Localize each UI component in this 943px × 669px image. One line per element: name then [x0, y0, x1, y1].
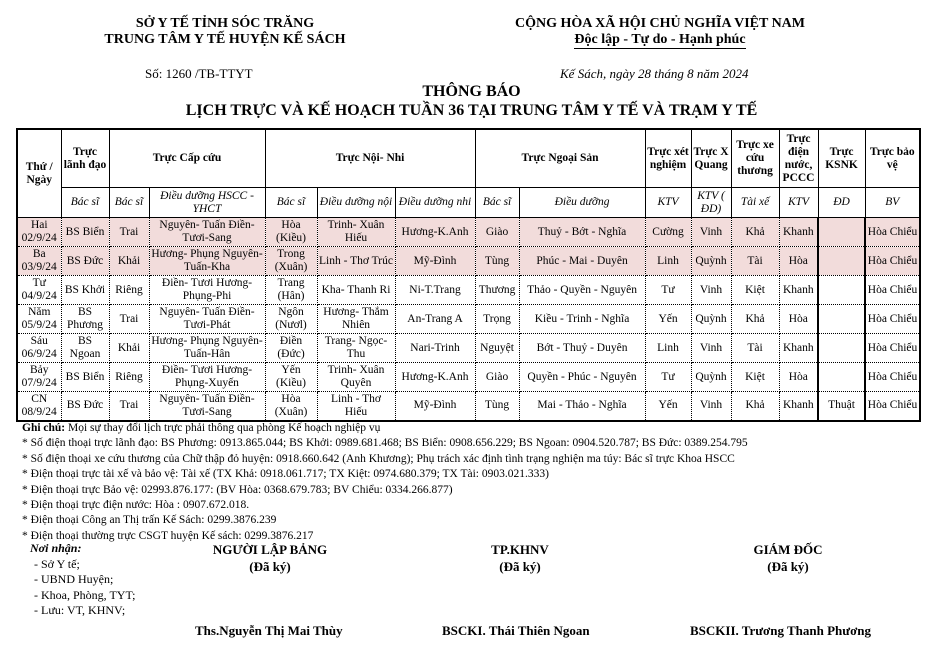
note-line: * Số điện thoại xe cứu thương của Chữ thập đỏ huyện: 0918.660.642 (Anh Khương); Phụ trách xác định tình trạng nghiện ma túy: Bác sĩ trực Khoa HSCC — [22, 452, 735, 465]
cell-xray-tech: Vinh — [691, 392, 731, 421]
cell-day: Ba 03/9/24 — [17, 247, 61, 276]
header-xray: Trực X Quang — [691, 129, 731, 188]
cell-lab-tech: Cường — [645, 218, 691, 247]
notes-first: Mọi sự thay đổi lịch trực phải thông qua phòng Kế hoạch nghiệp vụ — [65, 422, 381, 434]
subheader-cell: Điều dưỡng — [519, 188, 645, 218]
cell-er-nurses: Nguyên- Tuấn Điền- Tươi-Sang — [149, 392, 265, 421]
cell-xray-tech: Quỳnh — [691, 247, 731, 276]
cell-leader: BS Đức — [61, 392, 109, 421]
cell-internal-doctor: Hòa (Xuân) — [265, 392, 317, 421]
subheader-cell: Bác sĩ — [475, 188, 519, 218]
cell-surgery-nurses: Thuỷ - Bớt - Nghĩa — [519, 218, 645, 247]
cell-surgery-nurses: Mai - Thảo - Nghĩa — [519, 392, 645, 421]
cell-day: CN 08/9/24 — [17, 392, 61, 421]
cell-xray-tech: Vinh — [691, 218, 731, 247]
cell-pediatric-nurses: Hương-K.Anh — [395, 363, 475, 392]
cell-surgery-doctor: Tùng — [475, 392, 519, 421]
cell-ksnk — [818, 218, 865, 247]
recipients — [30, 541, 135, 619]
cell-ksnk — [818, 247, 865, 276]
subheader-cell: Tài xế — [731, 188, 779, 218]
cell-surgery-nurses: Bớt - Thuỷ - Duyên — [519, 334, 645, 363]
cell-security: Hòa Chiểu — [865, 363, 920, 392]
note-line: * Số điện thoại trực lãnh đạo: BS Phương: 0913.865.044; BS Khởi: 0989.681.468; BS Biển: 0908.656.229; BS Ngoan: 0904.520.787; BS Đức: 0389.254.795 — [22, 437, 748, 450]
signature-role: GIÁM ĐỐC — [753, 542, 823, 557]
cell-security: Hòa Chiểu — [865, 334, 920, 363]
cell-driver: Khả — [731, 392, 779, 421]
cell-utility-tech: Hòa — [779, 247, 818, 276]
cell-xray-tech: Vinh — [691, 334, 731, 363]
cell-day: Bảy 07/9/24 — [17, 363, 61, 392]
cell-er-doctor: Riêng — [109, 276, 149, 305]
cell-er-nurses: Điền- Tươi Hương-Phụng-Xuyến — [149, 363, 265, 392]
cell-surgery-nurses: Thảo - Quyền - Nguyên — [519, 276, 645, 305]
signature-role: NGƯỜI LẬP BẢNG — [212, 542, 328, 557]
cell-lab-tech: Tư — [645, 276, 691, 305]
cell-lab-tech: Linh — [645, 334, 691, 363]
cell-surgery-doctor: Giào — [475, 363, 519, 392]
cell-surgery-doctor: Tùng — [475, 247, 519, 276]
signature-khnv — [440, 541, 600, 575]
header-internal-pediatrics: Trực Nội- Nhi — [265, 129, 475, 188]
recipients-label: Nơi nhận: — [30, 541, 82, 555]
preparer-name: Ths.Nguyễn Thị Mai Thùy — [195, 623, 343, 638]
table-row — [17, 218, 920, 247]
director-name: BSCKII. Trương Thanh Phương — [690, 623, 872, 638]
header-ksnk: Trực KSNK — [818, 129, 865, 188]
cell-internal-doctor: Trang (Hân) — [265, 276, 317, 305]
cell-day: Sáu 06/9/24 — [17, 334, 61, 363]
table-row — [17, 334, 920, 363]
cell-pediatric-nurses: Nari-Trinh — [395, 334, 475, 363]
khnv-name: BSCKI. Thái Thiên Ngoan — [442, 623, 590, 638]
document-number: Số: 1260 /TB-TTYT — [145, 66, 253, 81]
signature-director — [708, 541, 868, 575]
cell-internal-doctor: Trong (Xuân) — [265, 247, 317, 276]
page-title: THÔNG BÁO — [422, 83, 521, 100]
cell-er-doctor: Trai — [109, 218, 149, 247]
cell-xray-tech: Quỳnh — [691, 305, 731, 334]
notes-section — [22, 421, 748, 544]
header-day: Thứ / Ngày — [17, 129, 61, 218]
cell-internal-nurses: Linh - Thơ Trúc — [317, 247, 395, 276]
cell-ksnk — [818, 334, 865, 363]
cell-surgery-doctor: Giào — [475, 218, 519, 247]
cell-lab-tech: Yến — [645, 392, 691, 421]
duty-schedule-table — [16, 128, 921, 422]
header-lab: Trực xét nghiệm — [645, 129, 691, 188]
note-line: * Điện thoại trực điện nước: Hòa : 0907.672.018. — [22, 499, 250, 512]
cell-security: Hòa Chiểu — [865, 276, 920, 305]
recipient-item: - Khoa, Phòng, TYT; — [34, 587, 136, 602]
cell-internal-nurses: Linh - Thơ Hiếu — [317, 392, 395, 421]
signature-preparer — [190, 541, 350, 575]
cell-driver: Tài — [731, 334, 779, 363]
signature-role: TP.KHNV — [491, 542, 549, 557]
header-surgery-obstetrics: Trực Ngoại Sản — [475, 129, 645, 188]
cell-er-nurses: Nguyên- Tuấn Điền- Tươi-Phát — [149, 305, 265, 334]
cell-internal-nurses: Trinh- Xuân Quyên — [317, 363, 395, 392]
recipient-item: - UBND Huyện; — [34, 572, 114, 586]
cell-surgery-nurses: Quyền - Phúc - Nguyên — [519, 363, 645, 392]
cell-er-nurses: Điền- Tươi Hương- Phụng-Phi — [149, 276, 265, 305]
subheader-cell: Điều dưỡng nội — [317, 188, 395, 218]
subheader-cell: KTV — [779, 188, 818, 218]
cell-internal-nurses: Trinh- Xuân Hiếu — [317, 218, 395, 247]
cell-utility-tech: Hòa — [779, 363, 818, 392]
cell-surgery-nurses: Phúc - Mai - Duyên — [519, 247, 645, 276]
table-row — [17, 392, 920, 421]
cell-day: Năm 05/9/24 — [17, 305, 61, 334]
subheader-cell: BV — [865, 188, 920, 218]
cell-pediatric-nurses: Ni-T.Trang — [395, 276, 475, 305]
cell-driver: Kiệt — [731, 363, 779, 392]
page-subtitle: LỊCH TRỰC VÀ KẾ HOẠCH TUẦN 36 TẠI TRUNG TÂM Y TẾ VÀ TRẠM Y TẾ — [185, 102, 758, 119]
cell-internal-doctor: Hòa (Kiều) — [265, 218, 317, 247]
cell-day: Tư 04/9/24 — [17, 276, 61, 305]
cell-internal-doctor: Ngôn (Nươl) — [265, 305, 317, 334]
center-name: TRUNG TÂM Y TẾ HUYỆN KẾ SÁCH — [104, 32, 346, 47]
cell-pediatric-nurses: Mỹ-Đình — [395, 392, 475, 421]
cell-security: Hòa Chiểu — [865, 247, 920, 276]
notes-label: Ghi chú: — [22, 422, 66, 434]
cell-lab-tech: Yến — [645, 305, 691, 334]
table-row — [17, 247, 920, 276]
table-row — [17, 305, 920, 334]
cell-leader: BS Đức — [61, 247, 109, 276]
cell-driver: Khả — [731, 218, 779, 247]
subheader-cell: KTV — [645, 188, 691, 218]
cell-internal-doctor: Điền (Đức) — [265, 334, 317, 363]
subheader-cell: Bác sĩ — [265, 188, 317, 218]
recipient-item: - Lưu: VT, KHNV; — [34, 603, 126, 617]
cell-pediatric-nurses: Hương-K.Anh — [395, 218, 475, 247]
cell-leader: BS Biển — [61, 363, 109, 392]
subheader-cell: Bác sĩ — [61, 188, 109, 218]
document-date: Kế Sách, ngày 28 tháng 8 năm 2024 — [560, 66, 749, 81]
cell-internal-nurses: Hương- Thắm Nhiên — [317, 305, 395, 334]
recipient-item: - Sở Y tế; — [34, 556, 80, 571]
cell-security: Hòa Chiểu — [865, 218, 920, 247]
motto: Độc lập - Tự do - Hạnh phúc — [574, 32, 746, 47]
cell-pediatric-nurses: An-Trang A — [395, 305, 475, 334]
department-name: SỞ Y TẾ TỈNH SÓC TRĂNG — [135, 16, 315, 31]
header-emergency: Trực Cấp cứu — [109, 129, 265, 188]
subheader-cell: ĐD — [818, 188, 865, 218]
cell-driver: Tài — [731, 247, 779, 276]
cell-utility-tech: Khanh — [779, 218, 818, 247]
cell-ksnk: Thuật — [818, 392, 865, 421]
cell-surgery-doctor: Thương — [475, 276, 519, 305]
note-line: * Điện thoại trực Bảo vệ: 02993.876.177: (BV Hòa: 0368.679.783; BV Chiểu: 0334.266.877) — [22, 483, 453, 496]
cell-surgery-doctor: Trọng — [475, 305, 519, 334]
header-ambulance: Trực xe cứu thương — [731, 129, 779, 188]
cell-utility-tech: Khanh — [779, 392, 818, 421]
cell-utility-tech: Khanh — [779, 334, 818, 363]
table-row — [17, 363, 920, 392]
cell-security: Hòa Chiểu — [865, 305, 920, 334]
cell-ksnk — [818, 276, 865, 305]
header-security: Trực bảo vệ — [865, 129, 920, 188]
header-utilities: Trực điện nước, PCCC — [779, 129, 818, 188]
subheader-cell: Điều dưỡng HSCC - YHCT — [149, 188, 265, 218]
cell-leader: BS Phương — [61, 305, 109, 334]
cell-utility-tech: Hòa — [779, 305, 818, 334]
issuer-header — [60, 16, 390, 48]
cell-er-doctor: Trai — [109, 392, 149, 421]
cell-ksnk — [818, 305, 865, 334]
cell-er-nurses: Hương- Phụng Nguyên- Tuấn-Hân — [149, 334, 265, 363]
cell-xray-tech: Quỳnh — [691, 363, 731, 392]
cell-er-nurses: Nguyên- Tuấn Điền- Tươi-Sang — [149, 218, 265, 247]
republic-name: CỘNG HÒA XÃ HỘI CHỦ NGHĨA VIỆT NAM — [514, 16, 805, 31]
cell-driver: Kiệt — [731, 276, 779, 305]
signature-status: (Đã ký) — [499, 559, 541, 574]
signature-status: (Đã ký) — [767, 559, 809, 574]
signature-status: (Đã ký) — [249, 559, 291, 574]
cell-lab-tech: Tư — [645, 363, 691, 392]
cell-er-doctor: Khải — [109, 334, 149, 363]
cell-leader: BS Khởi — [61, 276, 109, 305]
header-leader: Trực lãnh đạo — [61, 129, 109, 188]
cell-internal-doctor: Yến (Kiều) — [265, 363, 317, 392]
cell-internal-nurses: Trang- Ngọc- Thu — [317, 334, 395, 363]
note-line: * Điện thoại thường trực CSGT huyện Kế sách: 0299.3876.217 — [22, 529, 314, 542]
table-row — [17, 276, 920, 305]
cell-leader: BS Ngoan — [61, 334, 109, 363]
note-line: * Điện thoại Công an Thị trấn Kế Sách: 0299.3876.239 — [22, 514, 277, 527]
note-line: * Điện thoại trực tài xế và bảo vệ: Tài xế (TX Khả: 0918.061.717; TX Kiệt: 0974.680.379; TX Tài: 0903.021.333) — [22, 468, 549, 481]
cell-driver: Khả — [731, 305, 779, 334]
cell-day: Hai 02/9/24 — [17, 218, 61, 247]
cell-er-doctor: Khải — [109, 247, 149, 276]
subheader-cell: Điều dưỡng nhi — [395, 188, 475, 218]
cell-er-nurses: Hương- Phụng Nguyên- Tuấn-Kha — [149, 247, 265, 276]
cell-ksnk — [818, 363, 865, 392]
cell-internal-nurses: Kha- Thanh Ri — [317, 276, 395, 305]
cell-pediatric-nurses: Mỹ-Đình — [395, 247, 475, 276]
cell-security: Hòa Chiểu — [865, 392, 920, 421]
cell-surgery-nurses: Kiều - Trinh - Nghĩa — [519, 305, 645, 334]
cell-er-doctor: Riêng — [109, 363, 149, 392]
cell-surgery-doctor: Nguyệt — [475, 334, 519, 363]
subheader-cell: KTV ( ĐD) — [691, 188, 731, 218]
cell-xray-tech: Vinh — [691, 276, 731, 305]
cell-lab-tech: Linh — [645, 247, 691, 276]
cell-leader: BS Biển — [61, 218, 109, 247]
subheader-cell: Bác sĩ — [109, 188, 149, 218]
cell-utility-tech: Khanh — [779, 276, 818, 305]
national-header — [500, 16, 820, 49]
cell-er-doctor: Trai — [109, 305, 149, 334]
